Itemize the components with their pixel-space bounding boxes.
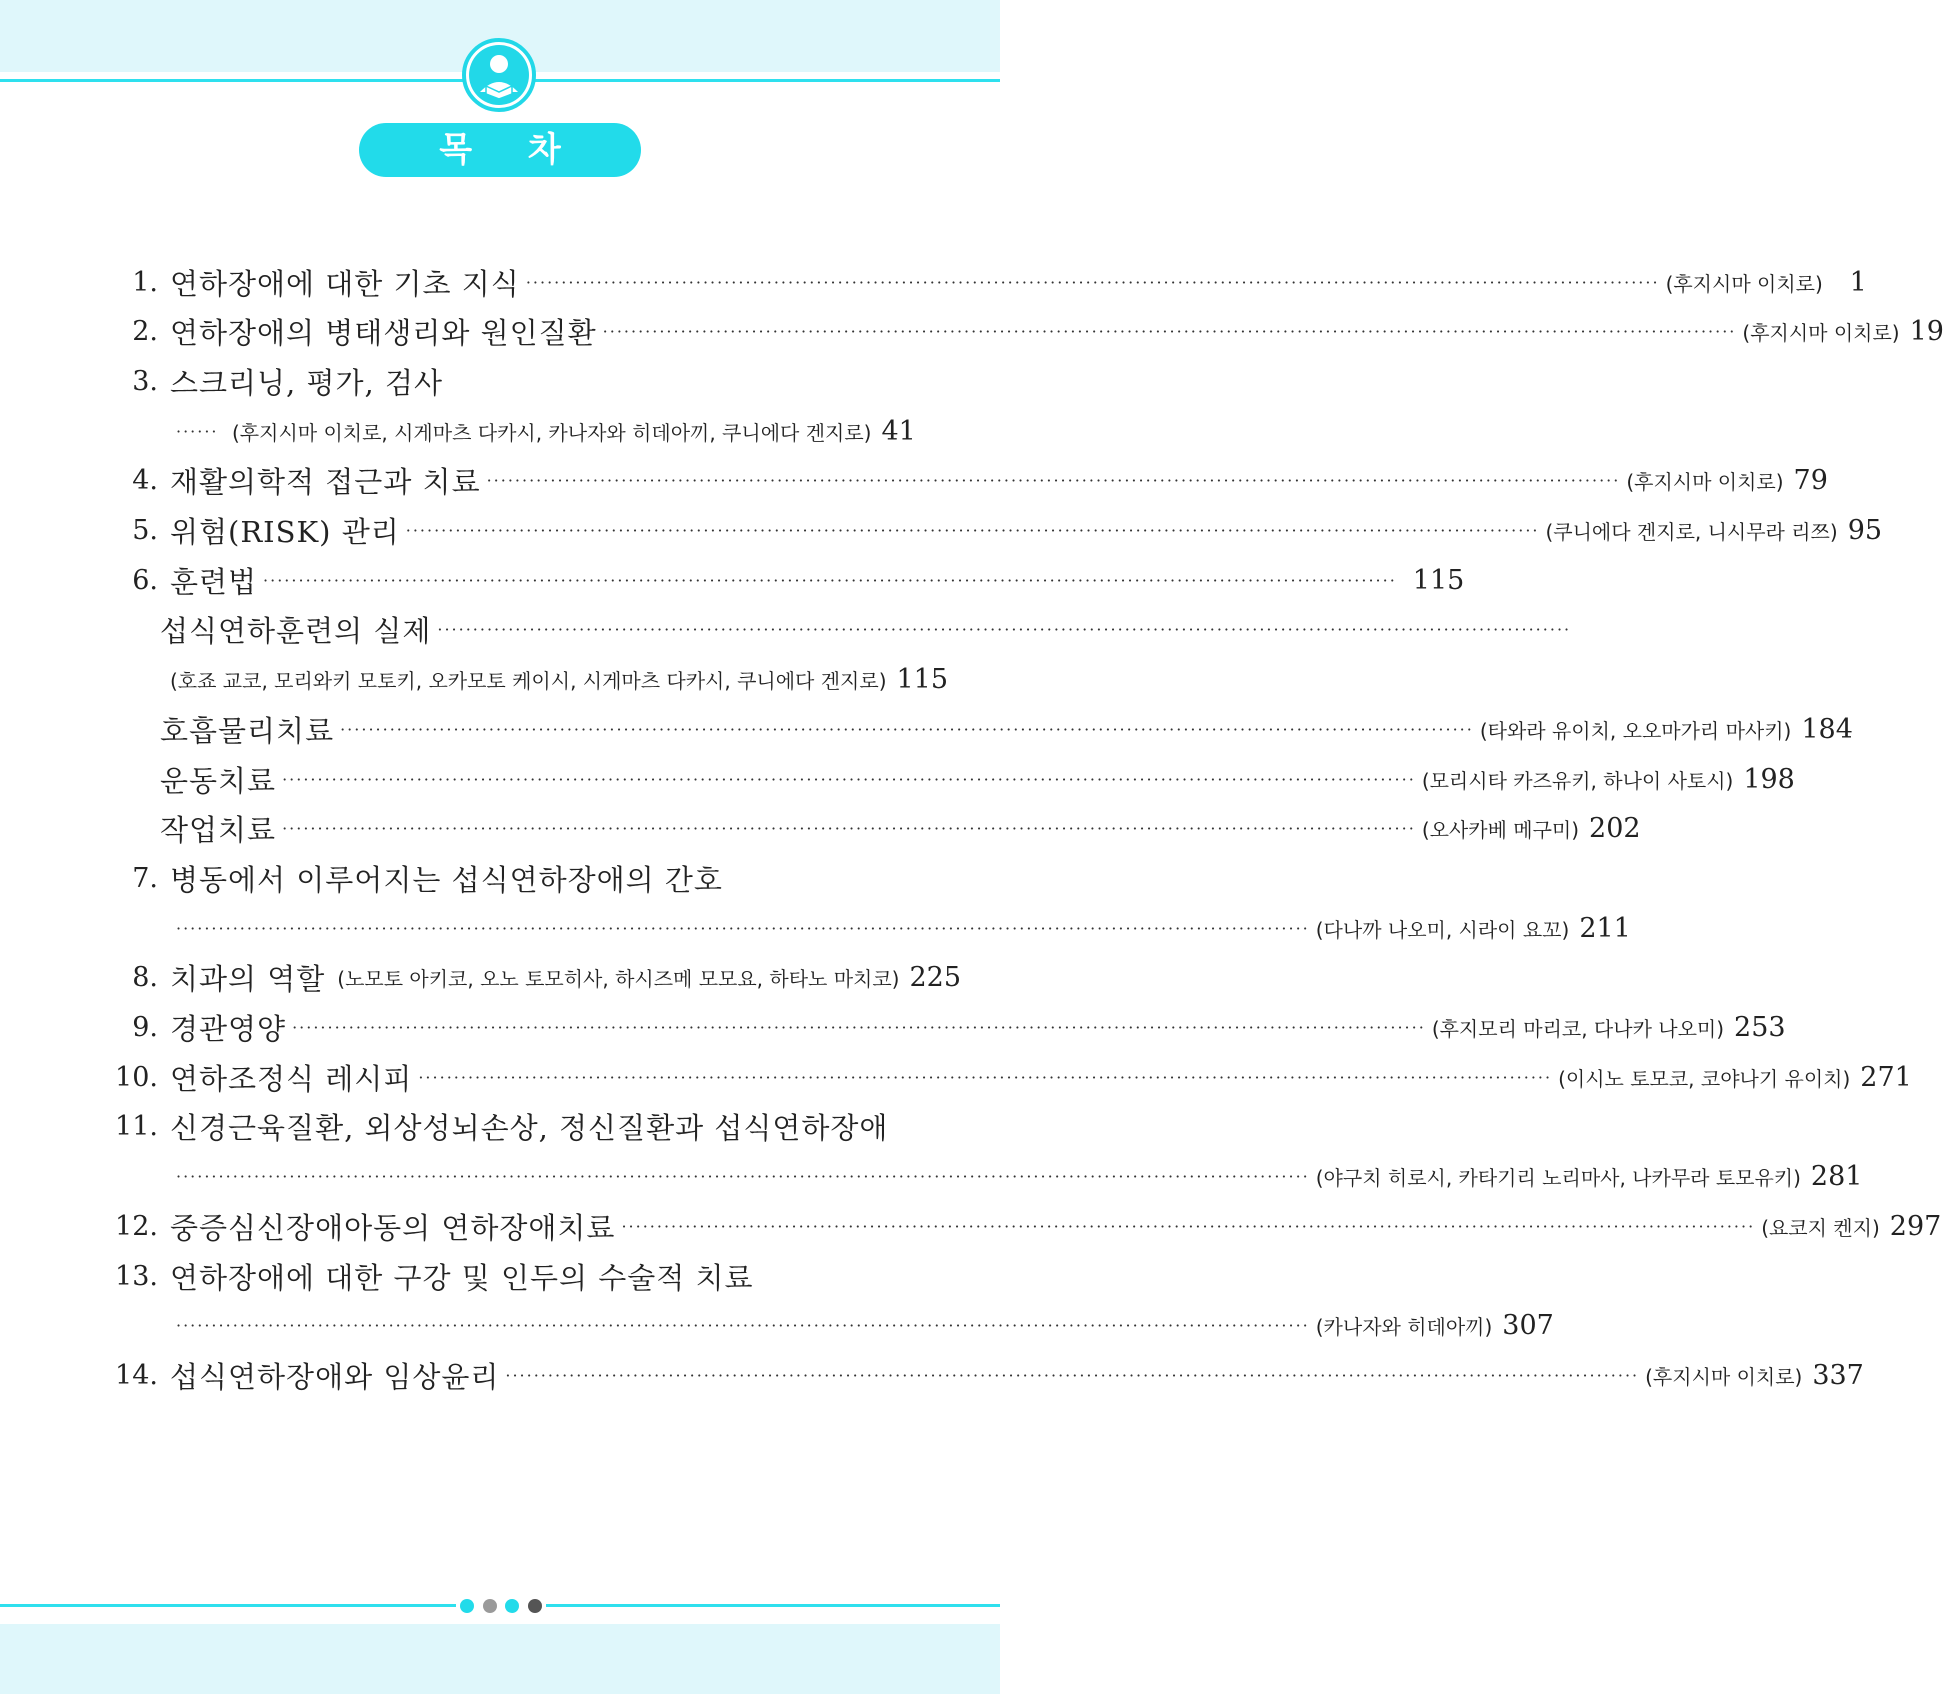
entry-title: 신경근육질환, 외상성뇌손상, 정신질환과 섭식연하장애 bbox=[170, 1111, 889, 1146]
entry-title: 치과의 역할 bbox=[170, 962, 326, 997]
dot-leader: ································································································································································ bbox=[486, 471, 1621, 491]
dot-leader: ································································································································································ bbox=[340, 719, 1474, 739]
entry-author: (모리시타 카즈유키, 하나이 사토시) bbox=[1421, 768, 1734, 793]
entry-number: 1. bbox=[132, 266, 158, 298]
entry-author: (후지모리 마리코, 다나카 나오미) bbox=[1431, 1017, 1725, 1041]
dot-leader: ································································································································································ bbox=[602, 322, 1737, 342]
entry-title: 연하장애에 대한 기초 지식 bbox=[170, 266, 520, 301]
toc-entry bbox=[0, 1008, 1786, 1048]
dot-leader: ································································································································································ bbox=[437, 620, 1572, 640]
entry-number: 10. bbox=[115, 1061, 158, 1093]
toc-entry bbox=[0, 1157, 1863, 1197]
page-dot bbox=[528, 1599, 542, 1613]
entry-title: 섭식연하훈련의 실제 bbox=[160, 614, 432, 649]
entry-number: 12. bbox=[115, 1210, 158, 1242]
dot-leader: ································································································································································ bbox=[292, 1018, 1426, 1037]
dot-leader: ································································································································································ bbox=[505, 1365, 1640, 1385]
entry-author: (후지시마 이치로) bbox=[1665, 271, 1823, 296]
toc-entry bbox=[0, 958, 962, 998]
dot-leader: ······ bbox=[176, 421, 219, 441]
toc-entry bbox=[0, 809, 1641, 849]
toc-entry bbox=[0, 262, 1867, 302]
entry-number: 14. bbox=[115, 1359, 158, 1391]
page-dot bbox=[460, 1599, 474, 1613]
dot-leader: ································································································································································ bbox=[621, 1216, 1756, 1236]
toc-entry bbox=[0, 560, 1465, 600]
entry-title: 병동에서 이루어지는 섭식연하장애의 간호 bbox=[170, 862, 723, 897]
entry-number: 6. bbox=[132, 564, 158, 596]
entry-author: (후지시마 이치로) bbox=[1742, 321, 1900, 346]
entry-author: (타와라 유이치, 오오마가리 마사키) bbox=[1479, 718, 1792, 743]
entry-page: 115 bbox=[1412, 564, 1465, 596]
toc-entry bbox=[0, 1206, 1942, 1246]
entry-page: 115 bbox=[896, 664, 949, 696]
entry-title: 운동치료 bbox=[160, 763, 277, 798]
page-dot bbox=[505, 1599, 519, 1613]
entry-author: (다나까 나오미, 시라이 요꼬) bbox=[1315, 917, 1570, 942]
entry-title: 스크리닝, 평가, 검사 bbox=[170, 365, 443, 400]
toc-entry bbox=[0, 1057, 1912, 1097]
entry-page: 307 bbox=[1502, 1310, 1554, 1342]
toc-entry bbox=[0, 1107, 905, 1147]
toc-entry bbox=[0, 610, 1572, 650]
entry-title: 작업치료 bbox=[160, 813, 277, 848]
entry-author: (후지시마 이치로, 시게마츠 다카시, 카나자와 히데아끼, 쿠니에다 겐지로) bbox=[232, 420, 872, 445]
reader-icon bbox=[462, 38, 536, 112]
entry-author: (요코지 켄지) bbox=[1761, 1215, 1880, 1240]
entry-page: 211 bbox=[1579, 912, 1631, 944]
entry-number: 11. bbox=[115, 1111, 158, 1143]
dot-leader: ································································································································································ bbox=[176, 1167, 1310, 1187]
entry-page: 271 bbox=[1860, 1061, 1912, 1093]
dot-leader: ································································································································································ bbox=[282, 819, 1416, 839]
entry-author: (후지시마 이치로) bbox=[1645, 1364, 1803, 1389]
entry-author: (카나자와 히데아끼) bbox=[1315, 1315, 1493, 1340]
entry-page: 297 bbox=[1889, 1210, 1942, 1242]
page-dots bbox=[456, 1597, 546, 1615]
entry-number: 8. bbox=[132, 962, 158, 994]
dot-leader: ································································································································································ bbox=[176, 918, 1310, 938]
dot-leader: ································································································································································ bbox=[176, 1316, 1310, 1336]
entry-author: (노모토 아키코, 오노 토모히사, 하시즈메 모모요, 하타노 마치코) bbox=[337, 967, 900, 992]
entry-page: 19 bbox=[1909, 316, 1944, 348]
entry-title: 섭식연하장애와 임상윤리 bbox=[170, 1359, 500, 1394]
entry-title: 연하조정식 레시피 bbox=[170, 1061, 413, 1096]
toc-entry bbox=[0, 361, 905, 401]
bottom-band bbox=[0, 1624, 1000, 1694]
entry-author: (쿠니에다 겐지로, 니시무라 리쯔) bbox=[1545, 520, 1838, 544]
entry-number: 5. bbox=[132, 515, 158, 546]
entry-author: (후지시마 이치로) bbox=[1626, 470, 1784, 495]
entry-title: 중증심신장애아동의 연하장애치료 bbox=[170, 1210, 616, 1245]
entry-title: 호흡물리치료 bbox=[160, 713, 335, 748]
toc-entry bbox=[0, 858, 905, 898]
entry-number: 13. bbox=[115, 1260, 158, 1292]
entry-title: 경관영양 bbox=[170, 1012, 287, 1046]
entry-title: 연하장애에 대한 구강 및 인두의 수술적 치료 bbox=[170, 1260, 754, 1295]
entry-number: 9. bbox=[132, 1012, 158, 1043]
toc-entry bbox=[0, 660, 949, 700]
dot-leader: ································································································································································ bbox=[418, 1067, 1553, 1087]
toc-entry bbox=[0, 511, 1883, 551]
entry-number: 7. bbox=[132, 862, 158, 894]
page-title: 목 차 bbox=[359, 123, 641, 177]
dot-leader: ································································································································································ bbox=[282, 769, 1416, 789]
entry-number: 4. bbox=[132, 465, 158, 497]
toc-entry bbox=[0, 1306, 1554, 1346]
entry-page: 337 bbox=[1812, 1359, 1864, 1391]
dot-leader: ································································································································································ bbox=[405, 521, 1540, 540]
toc-entry bbox=[0, 1355, 1864, 1395]
entry-page: 281 bbox=[1810, 1161, 1863, 1193]
toc-entry bbox=[0, 759, 1795, 799]
entry-page: 198 bbox=[1743, 763, 1795, 795]
entry-author: (호죠 교코, 모리와키 모토키, 오카모토 케이시, 시게마츠 다카시, 쿠니에다 겐지로) bbox=[170, 669, 887, 694]
toc-entry bbox=[0, 709, 1853, 749]
entry-page: 253 bbox=[1734, 1012, 1786, 1043]
entry-page: 95 bbox=[1847, 515, 1883, 546]
toc-entry bbox=[0, 411, 916, 451]
toc-entry bbox=[0, 908, 1631, 948]
entry-page: 225 bbox=[909, 962, 962, 994]
entry-page: 1 bbox=[1849, 266, 1867, 298]
entry-author: (야구치 히로시, 카타기리 노리마사, 나카무라 토모유키) bbox=[1315, 1166, 1801, 1191]
entry-number: 2. bbox=[132, 316, 158, 348]
entry-page: 79 bbox=[1793, 465, 1828, 497]
dot-leader: ································································································································································ bbox=[525, 272, 1660, 292]
entry-author: (이시노 토모코, 코야나기 유이치) bbox=[1558, 1066, 1851, 1091]
toc-entry bbox=[0, 1256, 905, 1296]
page-dot bbox=[483, 1599, 497, 1613]
entry-title: 훈련법 bbox=[170, 564, 258, 599]
entry-title: 위험(RISK) 관리 bbox=[170, 515, 400, 549]
dot-leader: ································································································································································ bbox=[263, 570, 1397, 590]
entry-number: 3. bbox=[132, 365, 158, 397]
entry-page: 41 bbox=[881, 415, 916, 447]
toc-entry bbox=[0, 461, 1828, 501]
entry-page: 184 bbox=[1801, 713, 1853, 745]
entry-title: 연하장애의 병태생리와 원인질환 bbox=[170, 316, 597, 351]
toc-entry bbox=[0, 312, 1944, 352]
entry-page: 202 bbox=[1589, 813, 1641, 845]
entry-author: (오사카베 메구미) bbox=[1421, 818, 1580, 843]
entry-title: 재활의학적 접근과 치료 bbox=[170, 465, 481, 500]
